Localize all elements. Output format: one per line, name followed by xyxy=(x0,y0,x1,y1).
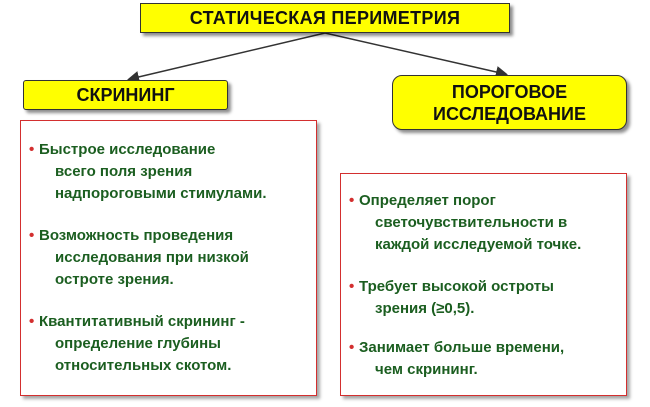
bullet-icon: • xyxy=(349,192,355,209)
threshold-details-panel xyxy=(340,173,627,396)
threshold-item-3 xyxy=(349,337,622,381)
item-text-line: зрения (≥0,5). xyxy=(375,300,475,317)
item-text-line: каждой исследуемой точке. xyxy=(375,236,582,253)
bullet-icon: • xyxy=(29,227,35,244)
item-text-line: Возможность проведения xyxy=(39,227,234,244)
screening-item-2 xyxy=(29,225,312,291)
screening-item-1 xyxy=(29,139,312,205)
item-text-line: определение глубины xyxy=(55,335,221,352)
root-node-label: СТАТИЧЕСКАЯ ПЕРИМЕТРИЯ xyxy=(189,7,461,28)
threshold-node-label-line-2: ИССЛЕДОВАНИЕ xyxy=(433,103,586,124)
root-node-static-perimetry xyxy=(140,3,510,33)
bullet-icon: • xyxy=(349,339,355,356)
item-text-line: чем скрининг. xyxy=(375,361,478,378)
item-text-line: светочувствительности в xyxy=(375,214,568,231)
item-text-line: остроте зрения. xyxy=(55,271,174,288)
screening-node xyxy=(23,80,228,110)
screening-node-label: СКРИНИНГ xyxy=(76,84,175,105)
item-text-line: относительных скотом. xyxy=(55,357,232,374)
item-text-line: Определяет порог xyxy=(359,192,496,209)
arrow-to-threshold xyxy=(325,33,505,74)
item-text-line: Занимает больше времени, xyxy=(359,339,565,356)
screening-item-3 xyxy=(29,311,312,377)
item-text-line: исследования при низкой xyxy=(55,249,249,266)
bullet-icon: • xyxy=(29,313,35,330)
threshold-node xyxy=(392,75,627,130)
threshold-item-1 xyxy=(349,190,622,256)
item-text-line: Быстрое исследование xyxy=(39,141,216,158)
bullet-icon: • xyxy=(349,278,355,295)
item-text-line: Квантитативный скрининг - xyxy=(39,313,245,330)
item-text-line: всего поля зрения xyxy=(55,163,193,180)
arrow-to-screening xyxy=(130,33,325,79)
threshold-item-2 xyxy=(349,276,622,320)
bullet-icon: • xyxy=(29,141,35,158)
item-text-line: Требует высокой остроты xyxy=(359,278,554,295)
item-text-line: надпороговыми стимулами. xyxy=(55,185,267,202)
threshold-node-label-line-1: ПОРОГОВОЕ xyxy=(451,81,568,102)
screening-details-panel xyxy=(20,120,317,396)
